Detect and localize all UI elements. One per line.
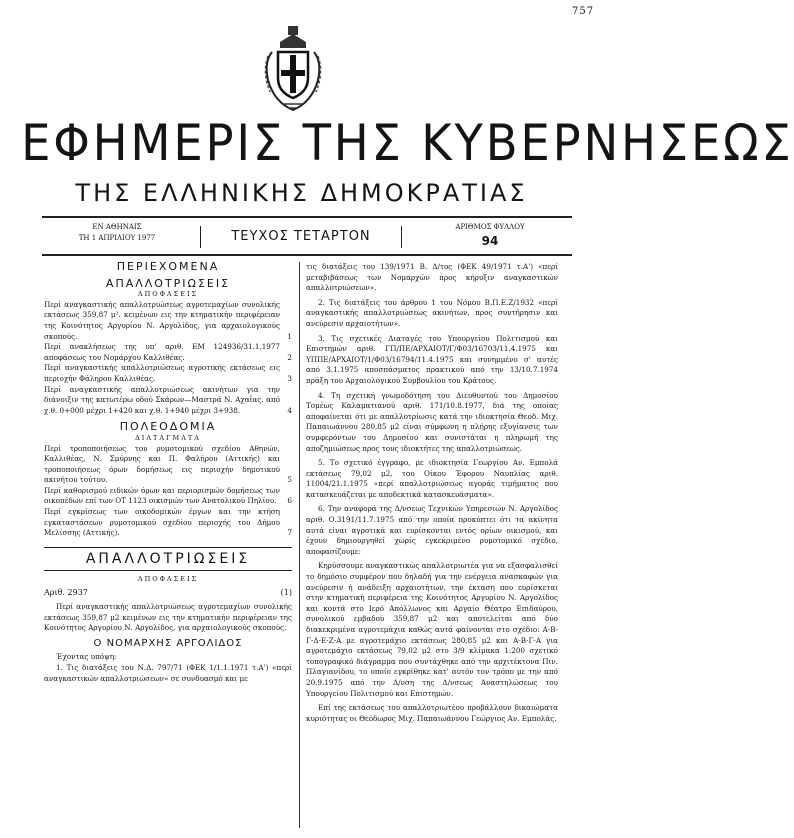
- coat-of-arms-emblem: [258, 22, 328, 114]
- sheet-number-block: [410, 222, 570, 249]
- paragraph: 4. Τη σχετική γνωμοδότηση του Διευθυντού του Δημοσίου Τομέως Καλαματιανού αριθ. 171/10.8.1977, διά της οποίας αποφαίνεται ότι με απαλλοτρίωσις κατά την ιδιοκτησία Θεοδ. Μιχ. Παπαιωάννου 280,85 μ2 είναι σύμφωνη η πλήρης εξυγίανσις των συμφερόντων του Δημοσίου και συνιστάται η πληρωμή της αποζημιώσεως προς τους ιδιοκτήτες της απαλλοτριώσεως.: [306, 390, 558, 453]
- paragraph: 5. Το σχετικό έγγραφο, με ιδιοκτησία Γεωργίου Αν. Εμπολά εκτάσεως 79,02 μ2, του Οίκου Έφορου Ναυπλίας αριθ. 11004/21.1.1975 «περί απαλλοτριώσεως αγοράς τιμήματος που κατασκευάζεται με αποδεκτικά κατασκευάσματα».: [306, 458, 558, 499]
- decision-authority: Ο ΝΟΜΑΡΧΗΣ ΑΡΓΟΛΙΔΟΣ: [93, 637, 243, 649]
- having-regard: Έχοντας υπόψη:: [56, 652, 117, 662]
- toc-item[interactable]: Περί αναγκαστικής απαλλοτριώσεως ακινήτων για την διάνοιξιν της κατωτέρω οδού Σκάρων—Μαστρά Ν. Αχαΐας, από χ.θ. 0+000 μέχρι 1+420 και χ.θ. 1+940 μέχρι 3+938. 4: [44, 384, 292, 415]
- toc-item[interactable]: Περί αναγκαστικής απαλλοτριώσεως αγροτεμαχίων συνολικής εκτάσεως 359,87 μ². κειμένων εις την κτηματικήν περιφέρειαν της Κοινότητος Αργυρίου Ν. Αργολίδος, για αρχαιολογικούς σκοπούς. 1: [44, 299, 292, 341]
- toc-item[interactable]: Περί καθορισμού ειδικών όρων και περιορισμών δομήσεως των οικοπέδων επί των ΟΤ 1123 οικισμών των Ανατολικού Πηλίου. 6: [44, 485, 292, 506]
- paragraph: 6. Την αναφορά της Δ/νσεως Τεχνικών Υπηρεσιών Ν. Αργολίδος αριθ. Ο.3191/11.7.1975 από την οποία προκύπτει ότι τα ακίνητα αυτά είναι αγροτικά και ευρίσκονται εντός ορίων οικισμού, και έχουν δημιουργηθεί χωρίς εγκεκριμένο ρυμοτομικό σχέδιο, αποφασίζουμε:: [306, 504, 558, 556]
- issue-date-block: [42, 222, 192, 244]
- decision-tag: (1): [280, 588, 292, 598]
- section-decisions: ΑΠΟΦΑΣΕΙΣ: [137, 290, 199, 299]
- sheet-number: 94: [481, 234, 499, 248]
- section-decisions-main: ΑΠΟΦΑΣΕΙΣ: [137, 574, 199, 583]
- section-expropriations-main: ΑΠΑΛΛΟΤΡΙΩΣΕΙΣ: [44, 547, 292, 571]
- section-urban-planning: ΠΟΛΕΟΔΟΜΙΑ: [119, 420, 217, 434]
- decision-subject: Περί αναγκαστικής απαλλοτριώσεως αγροτεμαχίων συνολικής εκτάσεως 359,87 μ2 κειμένων εις την κτηματικήν περιφέρειαν της Κοινότητος Αργυρίου Ν. Αργολίδος, για αρχαιολογικούς σκοπούς.: [44, 602, 292, 633]
- toc-item[interactable]: Περί ανακλήσεως της υπ' αριθ. ΕΜ 124936/31.1.1977 αποφάσεως του Νομάρχου Καλλιθέας. 2: [44, 342, 292, 362]
- paragraph: 1. Τις διατάξεις του Ν.Δ. 797/71 (ΦΕΚ 1/1.1.1971 τ.Α') «περί αναγκαστικών απαλλοτριώσεων» σε συνδυασμό και με: [44, 663, 292, 683]
- header-rule-top: [42, 216, 572, 218]
- paragraph: τις διατάξεις του 139/1971 Β. Δ/τος (ΦΕΚ 49/1971 τ.Α') «περί μεταβιβάσεως των Νομαρχών προς κήρυξιν αναγκαστικών απαλλοτριώσεων».: [306, 262, 558, 293]
- sheet-label: ΑΡΙΘΜΟΣ ΦΥΛΛΟΥ: [455, 223, 525, 231]
- page-number: 757: [572, 6, 595, 17]
- header-rule-bottom: [42, 254, 572, 256]
- toc-item[interactable]: Περί εγκρίσεως των οικοδομικών έργων και την κτήση εγκαταστάσεων ρυμοτομικού σχεδίου περιοχής του Δήμου Μελίσσης (Αττικής). 7: [44, 507, 292, 538]
- paragraph: 2. Τις διατάξεις του άρθρου 1 του Νόμου Β.Π.Ε.Ζ/1932 «περί αναγκαστικής απαλλοτριώσεως ακινήτων, προς συντήρησιν και ανεύρεσιν αρχαιοτήτων».: [306, 297, 558, 328]
- decision-header: [44, 588, 292, 599]
- section-decrees: ΔΙΑΤΑΓΜΑΤΑ: [135, 433, 201, 442]
- right-column: [306, 262, 558, 724]
- toc-item[interactable]: Περί αναγκαστικής απαλλοτριώσεως αγροτικής εκτάσεως εις περιοχήν Φάληρου Καλλιθέας. 3: [44, 363, 292, 383]
- issue-volume: ΤΕΥΧΟΣ ΤΕΤΑΡΤΟΝ: [200, 226, 402, 248]
- left-column: [44, 262, 292, 684]
- contents-heading: ΠΕΡΙΕΧΟΜΕΝΑ: [116, 260, 220, 273]
- gazette-subtitle: ΤΗΣ ΕΛΛΗΝΙΚΗΣ ΔΗΜΟΚΡΑΤΙΑΣ: [75, 179, 528, 207]
- section-expropriations: ΑΠΑΛΛΟΤΡΙΩΣΕΙΣ: [105, 276, 231, 290]
- decision-number: Αριθ. 2937: [44, 588, 88, 598]
- gazette-title: ΕΦΗΜΕΡΙΣ ΤΗΣ ΚΥΒΕΡΝΗΣΕΩΣ: [21, 114, 794, 172]
- paragraph: Κηρύσσουμε αναγκαστικώς απαλλοτριωτέα για να εξασφαλισθεί το δημόσιο συμφέρον που δηλαδή για την ενέργεια ανασκαφών για ανεύρεσιν ή ανάδειξη αρχαιοτήτων, την έκταση που ευρίσκεται στην κτηματική περιφέρεια της Κοινότητος Αργυρίου Ν. Αργολίδος και κοντά στο Ιερό Απόλλωνος και Αργαίο Θέατρο Επιδαύρου, συνολικού εμβαδού 359,87 μ2 και αποτελείται από δύο διακεκριμένα αγροτεμάχια καθώς αυτά φαίνονται στο σχέδιο: Α-Β-Γ-Δ-Ε-Ζ-Α με αγροτεμάχιο εκτάσεως 280,85 μ2 και Α-Β-Γ-Α για αγροτεμάχιο εκτάσεως 79,02 μ2 στο 3/9 κλίμακα 1:200 σχετικό τοπογραφικό διάγραμμα που συντάχθηκε από την αρχιτέκτονα Πιν. Πλαγιανίδου, το οποίο εγκρίθηκε κατ' αυτόν τον τρόπο με την από 20.9.1975 από την Δ/νση της Δ/νσεως Αναστηλώσεως του Υπουργείου Πολιτισμού και Επιστημών.: [306, 561, 558, 698]
- issue-place: ΕΝ ΑΘΗΝΑΙΣ: [92, 223, 142, 231]
- column-divider: [299, 262, 300, 828]
- paragraph: 3. Τις σχετικές Διαταγές του Υπουργείου Πολιτισμού και Επιστημών αριθ. ΓΠ/ΠΕ/ΑΡΧΑΙΟΤ/Γ/Φ03/16703/11.4.1975 και ΥΠΠΕ/ΑΡΧΑΙΟΤ/1/Φ03/16794/11.4.1975 και συνημμένο σ' αυτές από 3.1.1975 αποσπάσματος πρακτικού από την 13/10.7.1974 πράξη του Αρχαιολογικού Συμβουλίου του Κράτους.: [306, 333, 558, 385]
- toc-item[interactable]: Περί τροποποιήσεως του ρυμοτομικού σχεδίου Αθηνών, Καλλιθέας, Ν. Σμύρνης και Π. Φαλήρου (Αττικής) και τροποποιήσεως όρων δομήσεως εις περιοχήν δημοτικού ακινήτου τούτου. 5: [44, 443, 292, 485]
- issue-date: ΤΗ 1 ΑΠΡΙΛΙΟΥ 1977: [78, 234, 156, 242]
- paragraph: Επί της εκτάσεως του απαλλοτριωτέου προβάλλουν δικαιώματα κυριότητας οι Θεόδωρος Μιχ. Παπαιωάννου Γεώργιος Αν. Εμπολάς.: [306, 703, 558, 723]
